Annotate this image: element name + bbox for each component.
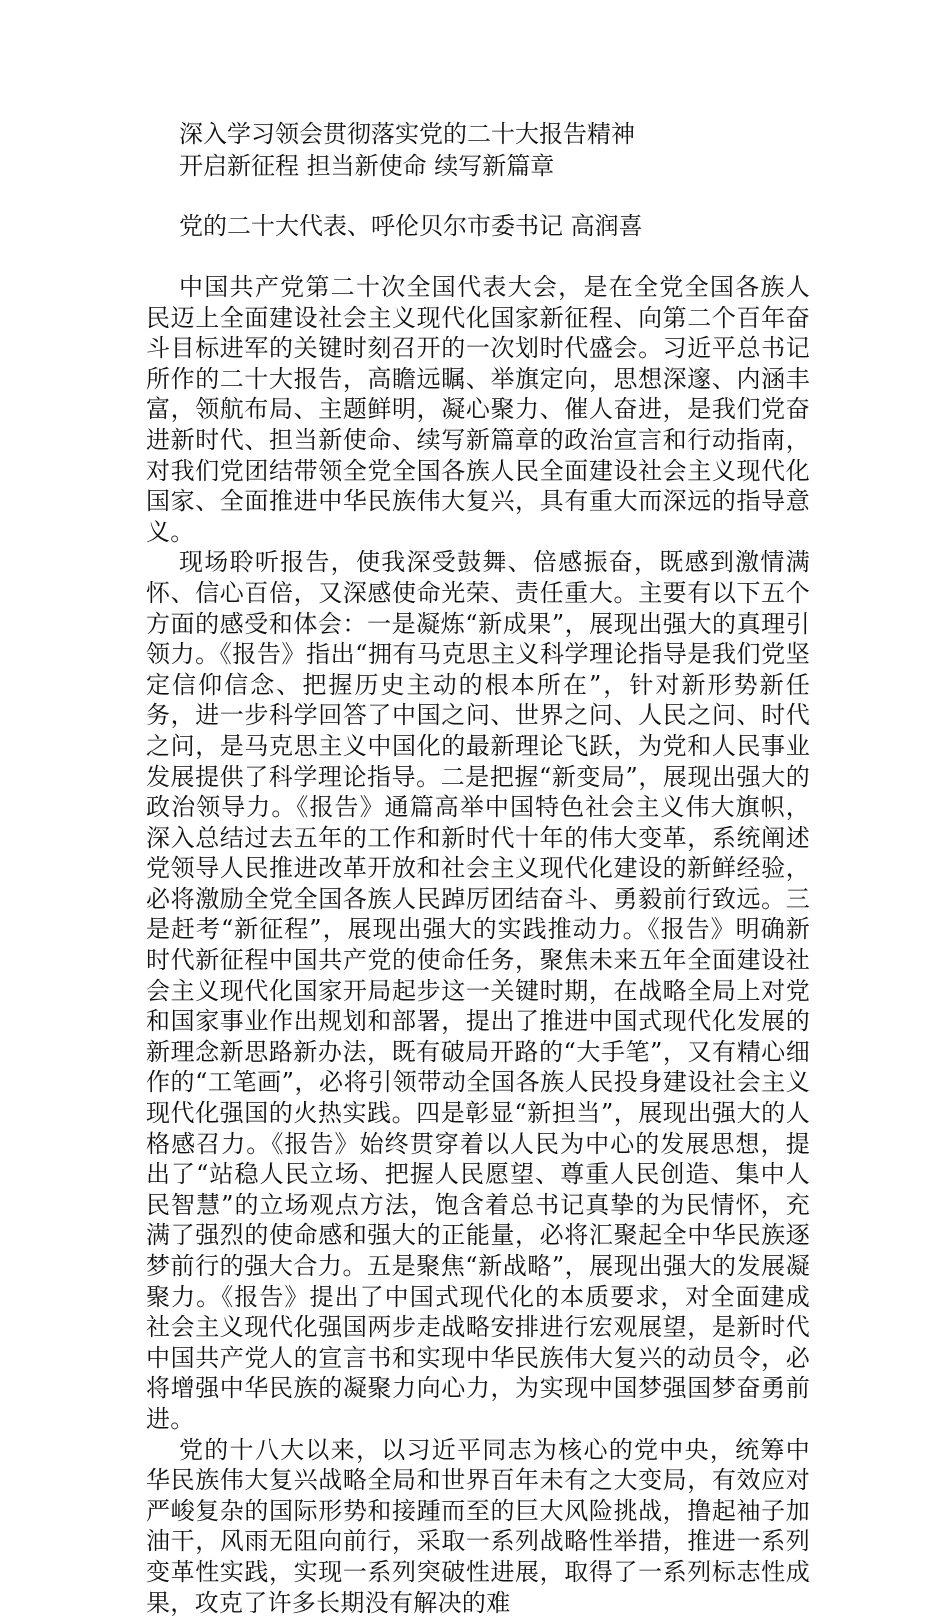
paragraph-3: 党的十八大以来，以习近平同志为核心的党中央，统筹中华民族伟大复兴战略全局和世界百年未有之大变局，有效应对严峻复杂的国际形势和接踵而至的巨大风险挑战，撸起袖子加油干，风雨无阻向前行，采取一系列战略性举措，推进一系列变革性实践，实现一系列突破性进展，取得了一系列标志性成果，攻克了许多长期没有解决的难	[146, 1435, 810, 1617]
title-line-1: 深入学习领会贯彻落实党的二十大报告精神	[179, 120, 635, 148]
document-title	[146, 118, 810, 182]
paragraph-1: 中国共产党第二十次全国代表大会，是在全党全国各族人民迈上全面建设社会主义现代化国家新征程、向第二个百年奋斗目标进军的关键时刻召开的一次划时代盛会。习近平总书记所作的二十大报告，高瞻远瞩、举旗定向，思想深邃、内涵丰富，领航布局、主题鲜明，凝心聚力、催人奋进，是我们党奋进新时代、担当新使命、续写新篇章的政治宣言和行动指南，对我们党团结带领全党全国各族人民全面建设社会主义现代化国家、全面推进中华民族伟大复兴，具有重大而深远的指导意义。	[146, 273, 810, 546]
document-body	[146, 272, 810, 1618]
paragraph-2: 现场聆听报告，使我深受鼓舞、倍感振奋，既感到激情满怀、信心百倍，又深感使命光荣、责任重大。主要有以下五个方面的感受和体会：一是凝炼“新成果”，展现出强大的真理引领力。《报告》指出“拥有马克思主义科学理论指导是我们党坚定信仰信念、把握历史主动的根本所在”，针对新形势新任务，进一步科学回答了中国之问、世界之问、人民之问、时代之问，是马克思主义中国化的最新理论飞跃，为党和人民事业发展提供了科学理论指导。二是把握“新变局”，展现出强大的政治领导力。《报告》通篇高举中国特色社会主义伟大旗帜，深入总结过去五年的工作和新时代十年的伟大变革，系统阐述党领导人民推进改革开放和社会主义现代化建设的新鲜经验，必将激励全党全国各族人民踔厉团结奋斗、勇毅前行致远。三是赶考“新征程”，展现出强大的实践推动力。《报告》明确新时代新征程中国共产党的使命任务，聚焦未来五年全面建设社会主义现代化国家开局起步这一关键时期，在战略全局上对党和国家事业作出规划和部署，提出了推进中国式现代化发展的新理念新思路新办法，既有破局开路的“大手笔”，又有精心细作的“工笔画”，必将引领带动全国各族人民投身建设社会主义现代化强国的火热实践。四是彰显“新担当”，展现出强大的人格感召力。《报告》始终贯穿着以人民为中心的发展思想，提出了“站稳人民立场、把握人民愿望、尊重人民创造、集中人民智慧”的立场观点方法，饱含着总书记真挚的为民情怀，充满了强烈的使命感和强大的正能量，必将汇聚起全中华民族逐梦前行的强大合力。五是聚焦“新战略”，展现出强大的发展凝聚力。《报告》提出了中国式现代化的本质要求，对全面建成社会主义现代化强国两步走战略安排进行宏观展望，是新时代中国共产党人的宣言书和实现中华民族伟大复兴的动员令，必将增强中华民族的凝聚力向心力，为实现中国梦强国梦奋勇前进。	[146, 548, 810, 1433]
title-line-2: 开启新征程 担当新使命 续写新篇章	[179, 152, 555, 180]
author-byline: 党的二十大代表、呼伦贝尔市委书记 高润喜	[179, 212, 643, 240]
